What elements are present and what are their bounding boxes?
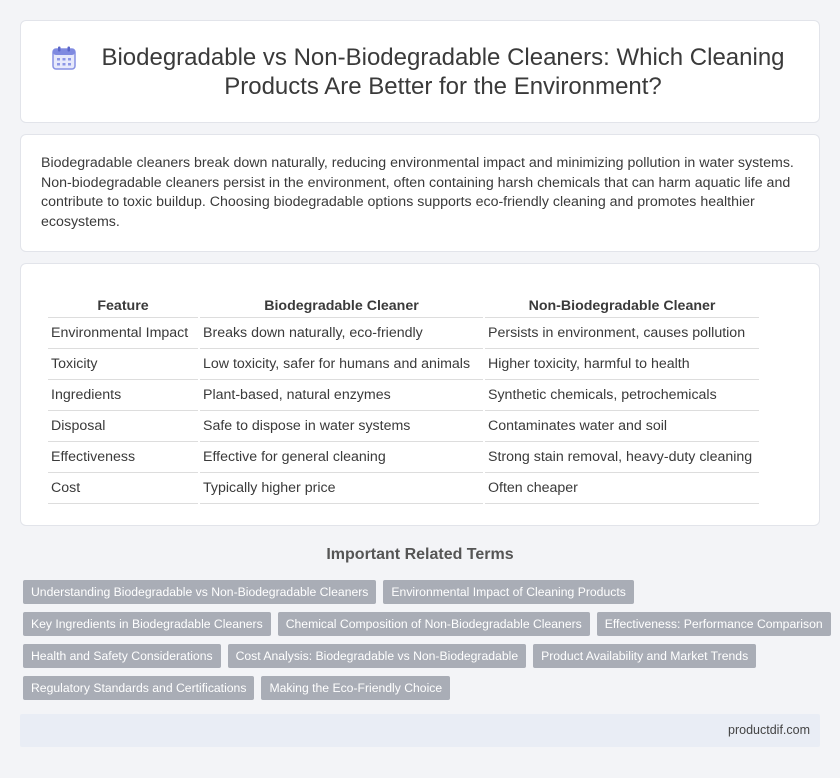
table-row [48,380,759,411]
intro-card [20,134,820,252]
table-cell: Persists in environment, causes pollution [485,318,759,349]
table-row [48,349,759,380]
comparison-table [46,296,761,504]
table-row [48,411,759,442]
table-header-row [48,296,759,318]
tag-link[interactable]: Chemical Composition of Non-Biodegradable Cleaners [278,612,590,636]
tag-link[interactable]: Understanding Biodegradable vs Non-Biodegradable Cleaners [23,580,376,604]
header-non-biodegradable: Non-Biodegradable Cleaner [485,296,759,318]
tag-link[interactable]: Product Availability and Market Trends [533,644,756,668]
table-cell: Plant-based, natural enzymes [200,380,483,411]
table-cell: Low toxicity, safer for humans and animals [200,349,483,380]
table-row [48,473,759,504]
footer [20,714,820,747]
tag-row [23,580,823,604]
table-cell: Ingredients [48,380,198,411]
page-title: Biodegradable vs Non-Biodegradable Cleaners: Which Cleaning Products Are Better for the Environment? [101,43,785,100]
footer-site-link[interactable]: productdif.com [728,723,810,737]
header-biodegradable: Biodegradable Cleaner [200,296,483,318]
tag-row [23,644,823,668]
tag-link[interactable]: Regulatory Standards and Certifications [23,676,254,700]
tag-row [23,612,823,636]
table-cell: Effectiveness [48,442,198,473]
tag-link[interactable]: Making the Eco-Friendly Choice [261,676,450,700]
tag-link[interactable]: Environmental Impact of Cleaning Products [383,580,633,604]
tag-link[interactable]: Health and Safety Considerations [23,644,221,668]
table-cell: Toxicity [48,349,198,380]
title-wrap [21,21,819,122]
related-terms-tags [23,580,823,708]
tag-row [23,676,823,700]
table-cell: Disposal [48,411,198,442]
table-cell: Often cheaper [485,473,759,504]
calendar-icon [51,45,77,71]
comparison-card [20,263,820,526]
table-cell: Higher toxicity, harmful to health [485,349,759,380]
table-cell: Synthetic chemicals, petrochemicals [485,380,759,411]
title-card [20,20,820,123]
tag-link[interactable]: Key Ingredients in Biodegradable Cleaners [23,612,271,636]
table-cell: Breaks down naturally, eco-friendly [200,318,483,349]
table-cell: Typically higher price [200,473,483,504]
table-row [48,442,759,473]
table-row [48,318,759,349]
intro-paragraph: Biodegradable cleaners break down naturally, reducing environmental impact and minimizing pollution in water systems. Non-biodegradable cleaners persist in the environment, often containing harsh chemicals that can harm aquatic life and contribute to toxic buildup. Choosing biodegradable options supports eco-friendly cleaning and promotes healthier ecosystems. [41,155,794,230]
table-cell: Environmental Impact [48,318,198,349]
table-cell: Safe to dispose in water systems [200,411,483,442]
table-cell: Cost [48,473,198,504]
header-feature: Feature [48,296,198,318]
table-cell: Contaminates water and soil [485,411,759,442]
related-terms-heading: Important Related Terms [326,546,514,563]
tag-link[interactable]: Cost Analysis: Biodegradable vs Non-Biodegradable [228,644,527,668]
table-cell: Strong stain removal, heavy-duty cleaning [485,442,759,473]
table-cell: Effective for general cleaning [200,442,483,473]
tag-link[interactable]: Effectiveness: Performance Comparison [597,612,831,636]
